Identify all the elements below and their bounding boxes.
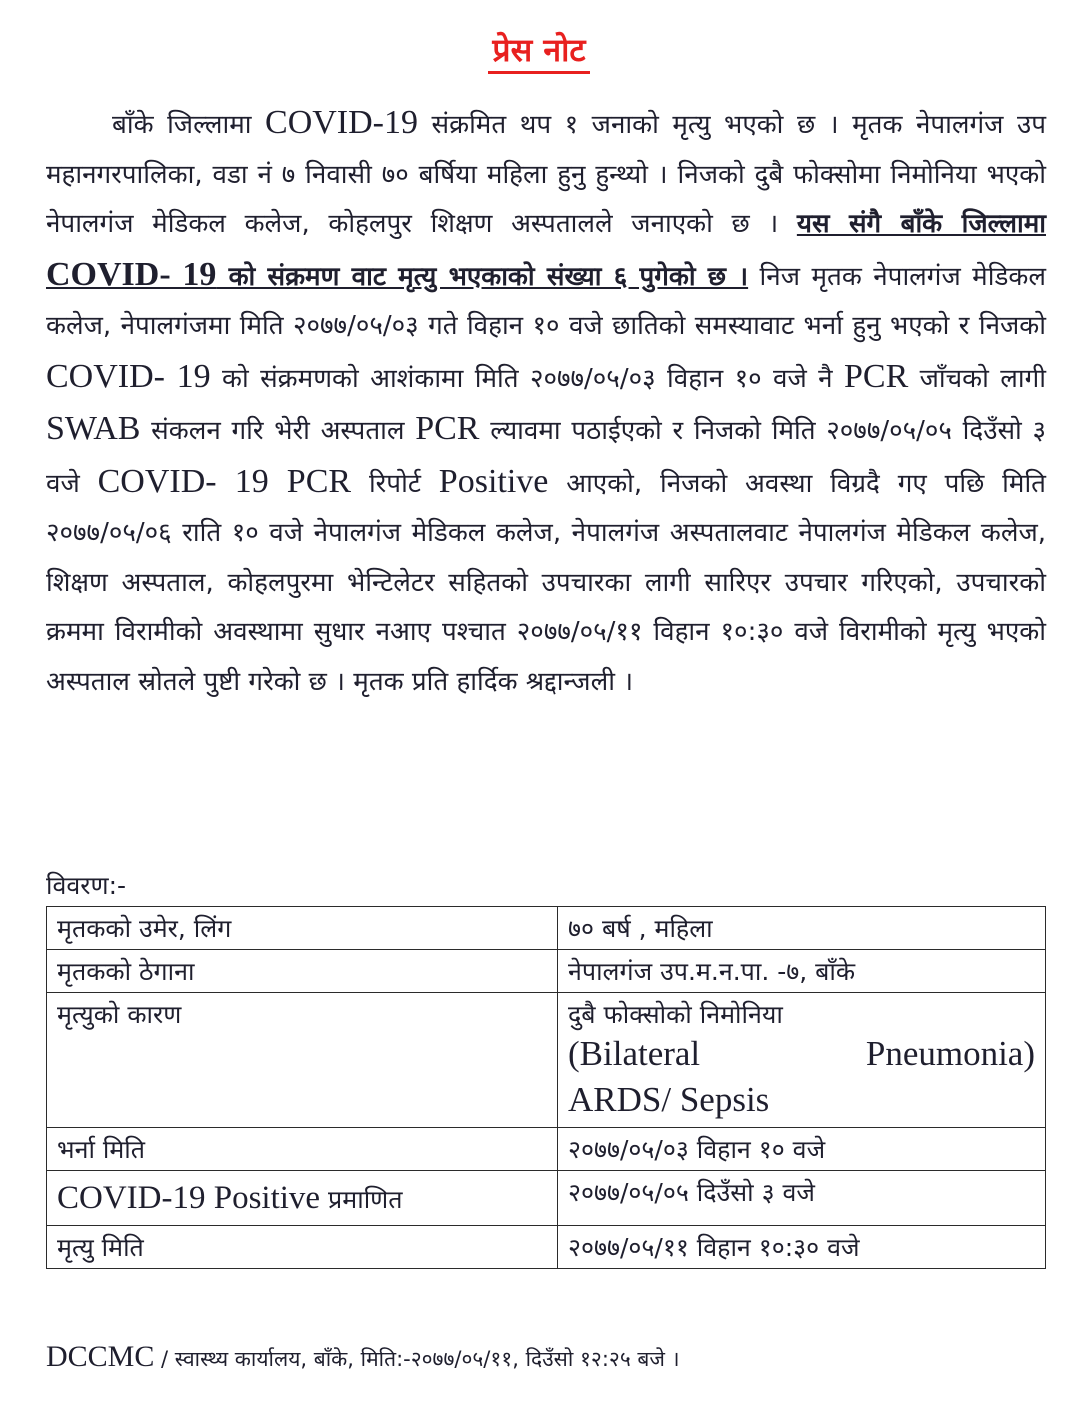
cause-english-1: (Bilateral Pneumonia) — [568, 1034, 1035, 1073]
table-row — [47, 1226, 1046, 1269]
covid-positive-label: COVID-19 Positive — [57, 1180, 321, 1216]
confirmed-label: प्रमाणित — [320, 1185, 403, 1214]
table-row — [47, 1171, 1046, 1226]
text-segment: संकलन गरि भेरी अस्पताल — [140, 416, 416, 446]
text-segment: को संक्रमण वाट मृत्यु भएकाको संख्या ६ पुगेको छ । — [216, 261, 749, 292]
text-segment: को संक्रमणको आशंकामा मिति २०७७/०५/०३ विहान १० वजे नै — [210, 363, 844, 394]
cell-label — [47, 1171, 558, 1226]
cause-english-2: ARDS/ Sepsis — [568, 1080, 770, 1119]
press-note-body — [46, 98, 1046, 707]
cell-label: मृत्यु मिति — [47, 1226, 558, 1269]
cause-nepali: दुबै फोक्सोको निमोनिया — [568, 1000, 783, 1029]
details-table — [46, 906, 1046, 1269]
cell-label: मृतकको उमेर, लिंग — [47, 907, 558, 950]
cell-value: २०७७/०५/०३ विहान १० वजे — [558, 1128, 1046, 1171]
text-segment: यस संगै बाँके जिल्लामा — [796, 209, 1046, 239]
pcr-term: PCR — [415, 410, 480, 447]
text-segment: निज मृतक नेपालगंज मेडिकल कलेज, नेपालगंजमा मिति २०७७/०५/०३ गते विहान १० वजे छातिको समस्यावाट भर्ना हुनु भएको र निजको — [46, 261, 1046, 341]
text-segment: आएको, निजको अवस्था विग्रदै गए पछि मिति २०७७/०५/०६ राति १० वजे नेपालगंज मेडिकल कलेज, नेपालगंज अस्पतालवाट नेपालगंज मेडिकल कलेज, शिक्षण अस्पताल, कोहलपुरमा भेन्टिलेटर सहितको उपचारका लागी सारिएर उपचार गरिएको, उपचारको क्रममा विरामीको अवस्थामा सुधार नआए पश्चात २०७७/०५/११ विहान १०:३० वजे विरामीको मृत्यु भएको अस्पताल स्रोतले पुष्टी गरेको छ । मृतक प्रति हार्दिक श्रद्दान्जली । — [46, 468, 1047, 697]
text-segment: संक्रमित थप १ जनाको मृत्यु भएको छ । मृतक नेपालगंज उप महानगरपालिका, वडा नं ७ निवासी ७० बर्षिया महिला हुनु हुन्थ्यो । निजको दुबै फोक्सोमा निमोनिया भएको नेपालगंज मेडिकल कलेज, कोहलपुर शिक्षण अस्पतालले जनाएको छ । — [46, 110, 1046, 239]
cell-value: ७० बर्ष , महिला — [558, 907, 1046, 950]
org-name: DCCMC — [46, 1340, 155, 1373]
footer-details: / स्वास्थ्य कार्यालय, बाँके, मिति:-२०७७/०५/११, दिउँसो १२:२५ बजे । — [154, 1347, 680, 1371]
cell-label: मृतकको ठेगाना — [47, 950, 558, 993]
body-paragraph — [46, 98, 1046, 707]
cell-label: भर्ना मिति — [47, 1128, 558, 1171]
text-segment: ल्यावमा पठाईएको र निजको मिति २०७७/०५/०५ दिउँसो ३ वजे — [46, 416, 1046, 499]
table-row — [47, 950, 1046, 993]
text-segment: बाँके जिल्लामा — [112, 110, 266, 140]
cell-value-cause — [558, 993, 1046, 1128]
covid-term: COVID- 19 — [46, 255, 217, 293]
covid-term: COVID-19 — [265, 104, 418, 141]
text-segment: जाँचको लागी — [908, 363, 1047, 394]
footer — [46, 1340, 680, 1374]
swab-term: SWAB — [46, 410, 141, 447]
covid-term: COVID- 19 — [46, 357, 211, 395]
cell-label: मृत्युको कारण — [47, 993, 558, 1128]
cell-value: २०७७/०५/०५ दिउँसो ३ वजे — [558, 1171, 1046, 1226]
title-text: प्रेस नोट — [488, 31, 589, 74]
table-row — [47, 1128, 1046, 1171]
details-heading: विवरण:- — [46, 871, 127, 900]
cell-value: नेपालगंज उप.म.न.पा. -७, बाँके — [558, 950, 1046, 993]
table-row — [47, 907, 1046, 950]
press-note-title — [0, 28, 1078, 71]
table-row — [47, 993, 1046, 1128]
cell-value: २०७७/०५/११ विहान १०:३० वजे — [558, 1226, 1046, 1269]
pcr-term: PCR — [843, 357, 909, 395]
covid-term: COVID- 19 PCR — [97, 462, 352, 500]
positive-term: Positive — [438, 462, 549, 500]
text-segment: रिपोर्ट — [351, 468, 439, 499]
